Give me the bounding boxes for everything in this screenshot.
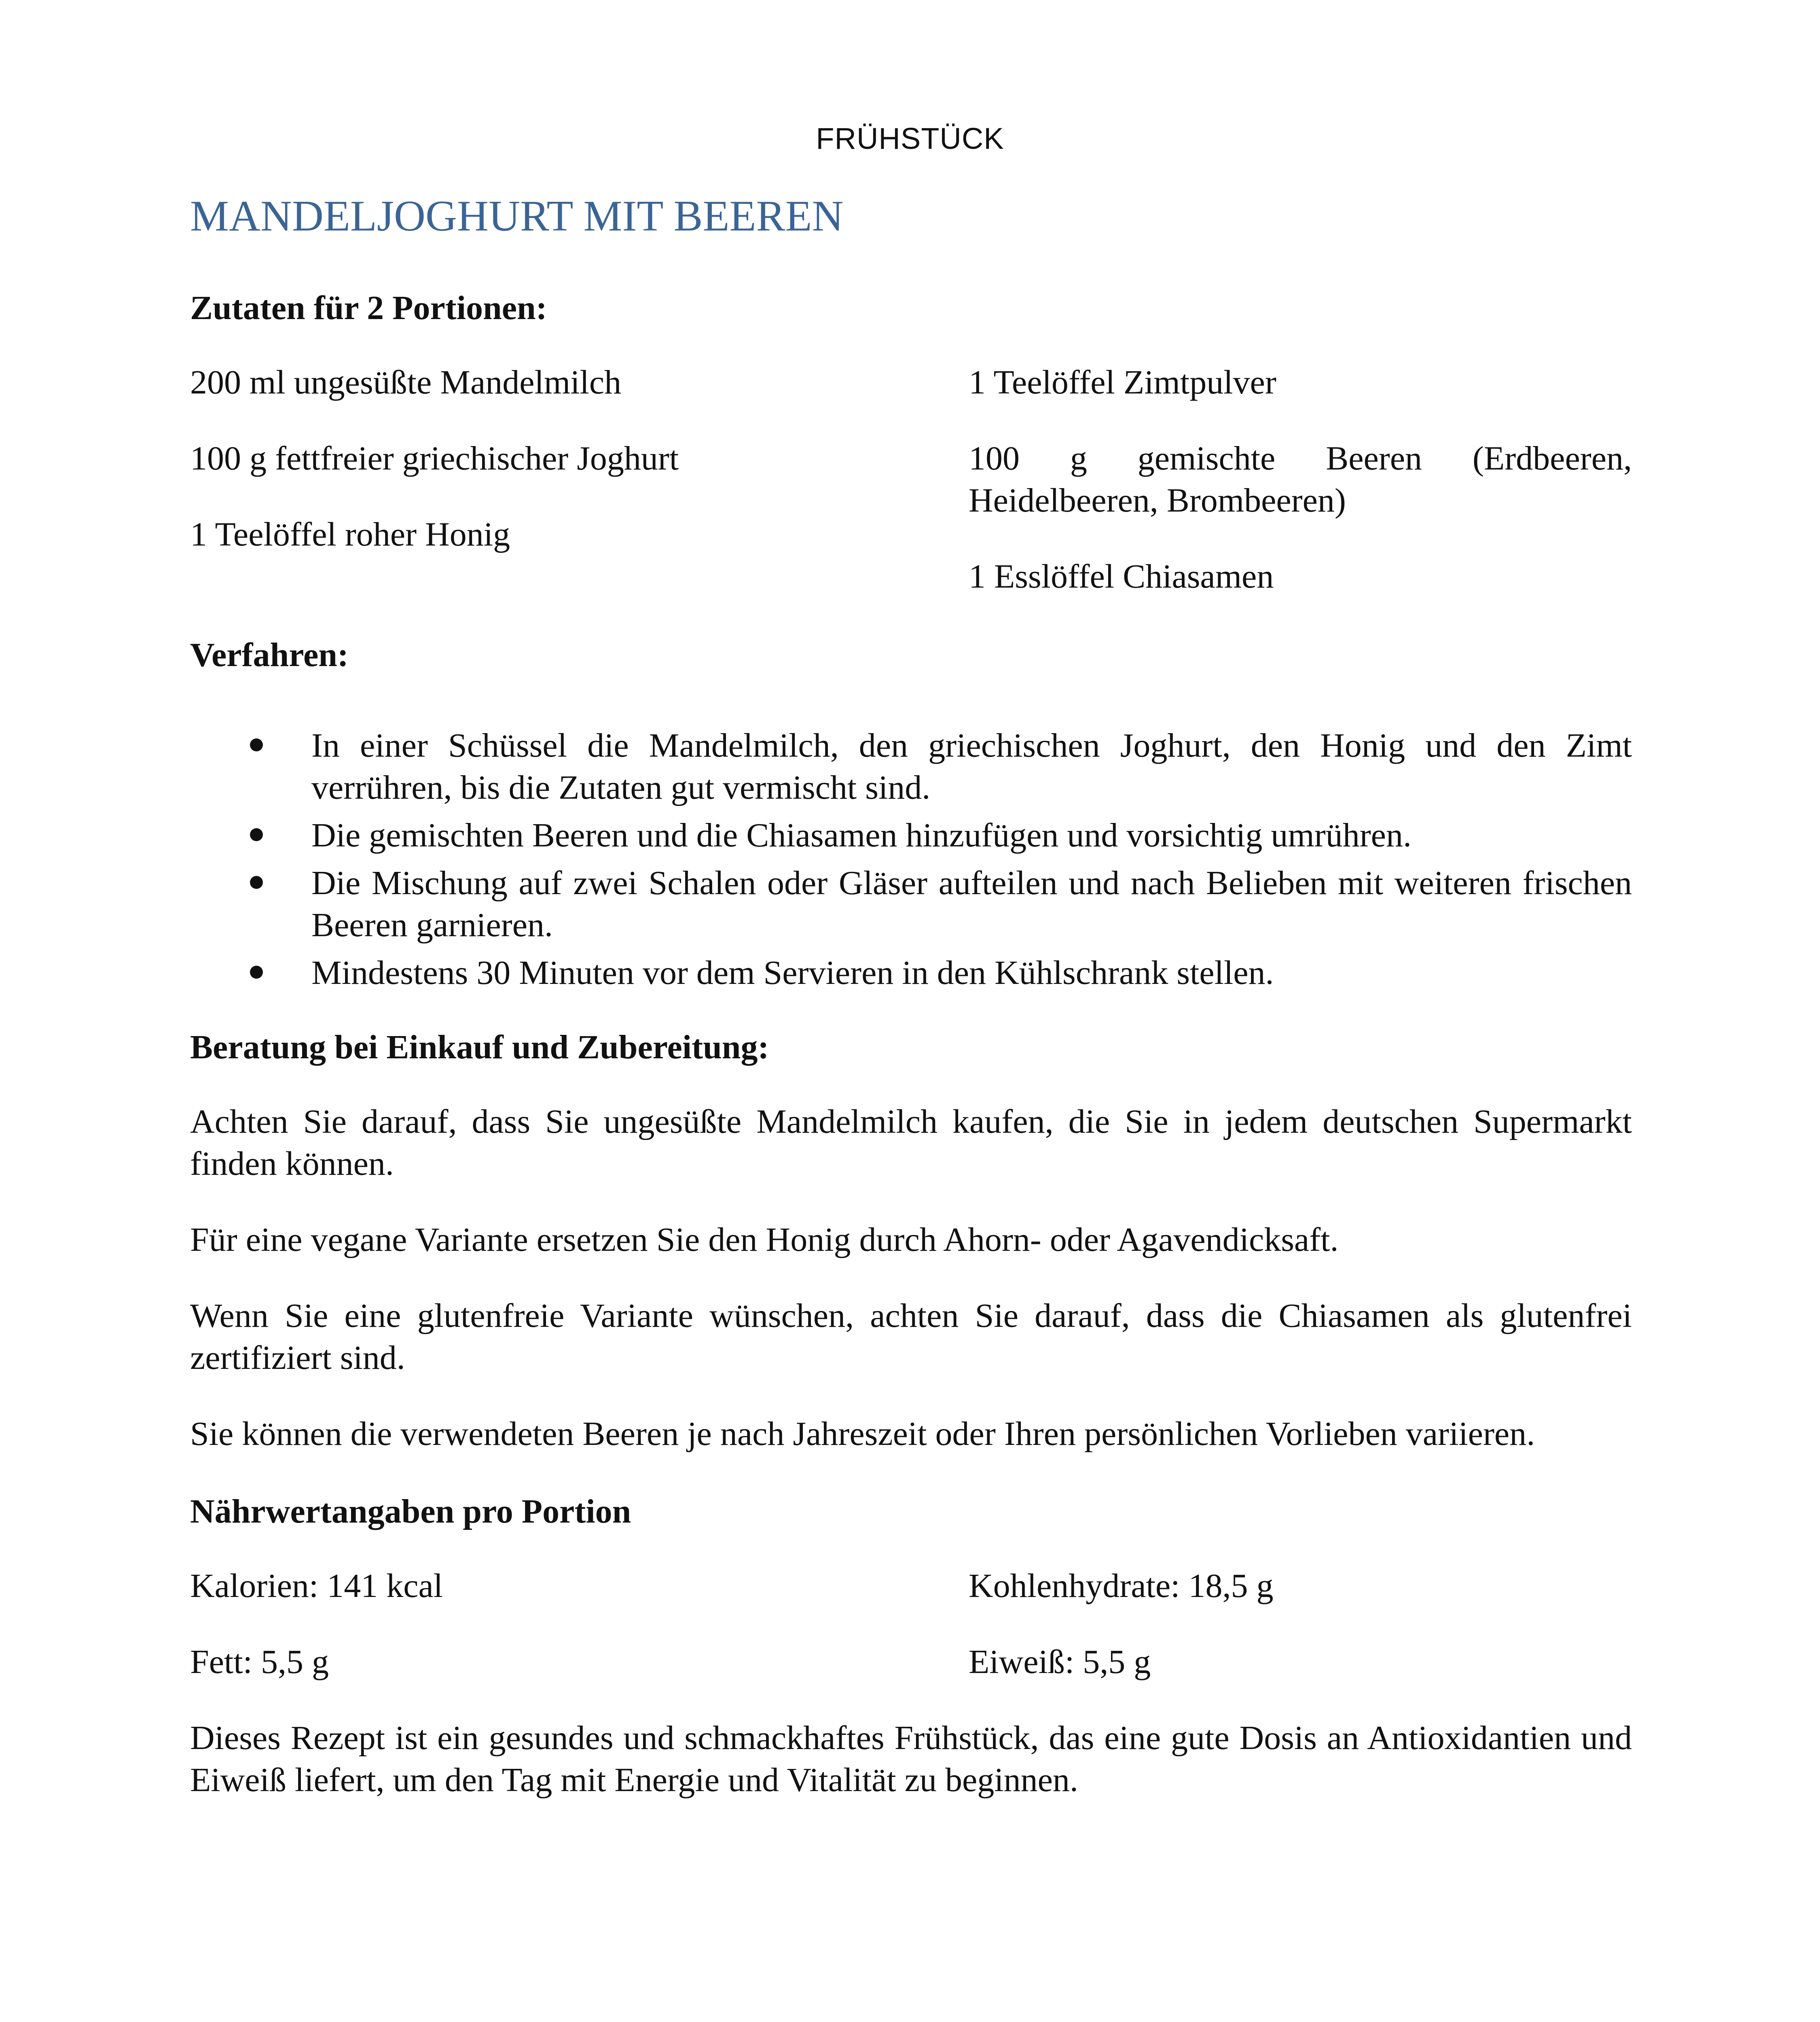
method-heading: Verfahren:: [190, 636, 349, 674]
method-step-text: In einer Schüssel die Mandelmilch, den griechischen Joghurt, den Honig und den Zimt verrühren, bis die Zutaten gut vermischt sind.: [311, 727, 1632, 806]
ingredient-item: 1 Esslöffel Chiasamen: [969, 558, 1274, 595]
method-step: [190, 725, 1632, 809]
ingredients-column-left: [190, 362, 849, 598]
method-steps: [190, 725, 1632, 994]
bullet-icon: [250, 876, 263, 889]
ingredient-item: 1 Teelöffel roher Honig: [190, 516, 510, 553]
closing-paragraph: Dieses Rezept ist ein gesundes und schmackhaftes Frühstück, das eine gute Dosis an Antioxidantien und Eiweiß liefert, um den Tag mit Energie und Vitalität zu beginnen.: [190, 1719, 1632, 1799]
ingredient-item: 100 g gemischte Beeren (Erdbeeren, Heidelbeeren, Brombeeren): [969, 440, 1632, 519]
method-step-text: Mindestens 30 Minuten vor dem Servieren in den Kühlschrank stellen.: [311, 954, 1274, 992]
page-content: [190, 186, 1632, 1801]
ingredient-item: 200 ml ungesüßte Mandelmilch: [190, 364, 622, 401]
method-step-text: Die gemischten Beeren und die Chiasamen hinzufügen und vorsichtig umrühren.: [311, 816, 1412, 854]
nutrition-facts: [190, 1565, 1632, 1717]
ingredient-item: 100 g fettfreier griechischer Joghurt: [190, 440, 679, 477]
advice-heading: Beratung bei Einkauf und Zubereitung:: [190, 1028, 769, 1066]
ingredients-list: [190, 362, 1632, 598]
ingredient-item: 1 Teelöffel Zimtpulver: [969, 364, 1276, 401]
recipe-title: MANDELJOGHURT MIT BEEREN: [190, 192, 844, 240]
method-step: [190, 814, 1632, 857]
advice-paragraph: Achten Sie darauf, dass Sie ungesüßte Mandelmilch kaufen, die Sie in jedem deutschen Supermarkt finden können.: [190, 1103, 1632, 1182]
nutrition-column-left: [190, 1565, 849, 1717]
bullet-icon: [250, 738, 263, 751]
method-step: [190, 862, 1632, 946]
nutrition-column-right: [969, 1565, 1632, 1717]
method-step-text: Die Mischung auf zwei Schalen oder Gläser aufteilen und nach Belieben mit weiteren frischen Beeren garnieren.: [311, 864, 1632, 944]
advice-paragraph: Sie können die verwendeten Beeren je nach Jahreszeit oder Ihren persönlichen Vorlieben variieren.: [190, 1415, 1535, 1453]
nutrition-heading: Nährwertangaben pro Portion: [190, 1493, 631, 1530]
bullet-icon: [250, 966, 263, 979]
nutrition-item: Eiweiß: 5,5 g: [969, 1643, 1151, 1681]
ingredients-column-right: [969, 362, 1632, 598]
nutrition-item: Fett: 5,5 g: [190, 1643, 329, 1681]
advice-paragraph: Wenn Sie eine glutenfreie Variante wünschen, achten Sie darauf, dass die Chiasamen als glutenfrei zertifiziert sind.: [190, 1297, 1632, 1377]
running-header: FRÜHSTÜCK: [816, 122, 1004, 155]
nutrition-item: Kalorien: 141 kcal: [190, 1567, 443, 1605]
bullet-icon: [250, 828, 263, 841]
advice-paragraph: Für eine vegane Variante ersetzen Sie den Honig durch Ahorn- oder Agavendicksaft.: [190, 1221, 1339, 1258]
method-step: [190, 952, 1632, 994]
ingredients-heading: Zutaten für 2 Portionen:: [190, 289, 547, 327]
nutrition-item: Kohlenhydrate: 18,5 g: [969, 1567, 1274, 1605]
